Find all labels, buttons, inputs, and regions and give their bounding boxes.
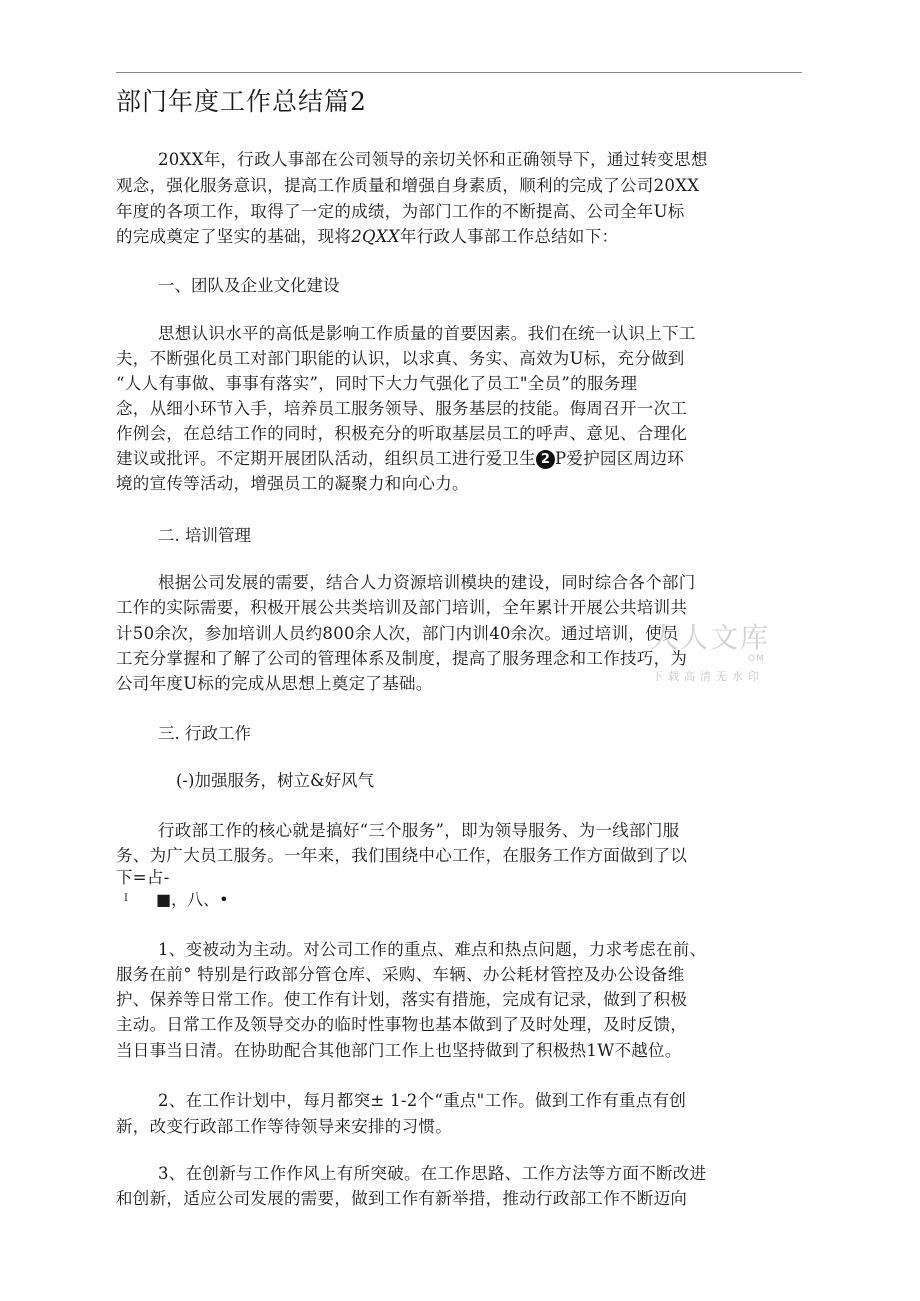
paragraph-line: 工作的实际需要，积极开展公共类培训及部门培训，全年累计开展公共培训共 xyxy=(116,598,688,617)
paragraph-line: 念，从细小环节入手，培养员工服务领导、服务基层的技能。侮周召开一次工 xyxy=(116,399,688,418)
paragraph-line: 服务在前° 特别是行政部分管仓库、采购、车辆、办公耗材管控及办公设备维 xyxy=(116,965,685,984)
paragraph-line: 作例会，在总结工作的同时，积极充分的听取基层员工的呼声、意见、合理化 xyxy=(116,424,688,443)
paragraph-line: 年度的各项工作，取得了一定的成绩，为部门工作的不断提高、公司全年U标 xyxy=(116,202,685,221)
paragraph-line: 1、变被动为主动。对公司工作的重点、难点和热点问题，力求考虑在前、 xyxy=(158,940,707,959)
paragraph-line: 根据公司发展的需要，结合人力资源培训模块的建设，同时综合各个部门 xyxy=(158,573,696,592)
italic-year: 2QXX xyxy=(351,227,400,246)
paragraph-line: 夫，不断强化员工对部门职能的认识，以求真、务实、高效为U标，充分做到 xyxy=(116,349,685,368)
watermark-domain: OM xyxy=(748,654,765,664)
paragraph-line: 2、在工作计划中，每月都突± 1-2个“重点"工作。做到工作有重点有创 xyxy=(158,1091,687,1110)
ocr-fragment: ■，八、• xyxy=(156,890,229,909)
watermark-slogan: 下载高清无水印 xyxy=(652,670,764,683)
section-heading-2: 二. 培训管理 xyxy=(158,526,251,545)
subsection-heading: (-)加强服务，树立&好风气 xyxy=(176,771,375,790)
circled-number: 2 xyxy=(536,450,555,469)
paragraph-line: 20XX年，行政人事部在公司领导的亲切关怀和正确领导下，通过转变思想 xyxy=(158,150,708,169)
paragraph-line: 主动。日常工作及领导交办的临时性事物也基本做到了及时处理，及时反馈， xyxy=(116,1015,688,1034)
paragraph-line: 务、为广大员工服务。一年来，我们围绕中心工作，在服务工作方面做到了以 xyxy=(116,846,688,865)
paragraph-line: 公司年度U标的完成从思想上奠定了基础。 xyxy=(116,674,433,693)
paragraph-line: 思想认识水平的高低是影响工作质量的首要因素。我们在统一认识上下工 xyxy=(158,324,696,343)
paragraph-line: 下=占- xyxy=(116,868,170,887)
paragraph-line: 观念，强化服务意识，提高工作质量和增强自身素质，顺利的完成了公司20XX xyxy=(116,176,700,195)
paragraph-line: 3、在创新与工作作风上有所突破。在工作思路、工作方法等方面不断改进 xyxy=(158,1164,707,1183)
paragraph-line: 工充分掌握和了解了公司的管理体系及制度，提高了服务理念和工作技巧，为 xyxy=(116,649,688,668)
paragraph-line: 和创新，适应公司发展的需要，做到工作有新举措，推动行政部工作不断迈向 xyxy=(116,1189,688,1208)
paragraph-line: 护、保养等日常工作。使工作有计划，落实有措施，完成有记录，做到了积极 xyxy=(116,990,688,1009)
section-heading-1: 一、团队及企业文化建设 xyxy=(158,276,340,295)
paragraph-line: 的完成奠定了坚实的基础，现将2QXX年行政人事部工作总结如下： xyxy=(116,227,619,246)
top-rule xyxy=(116,72,802,73)
paragraph-line: 计50余次，参加培训人员约800余人次，部门内训40余次。通过培训，使员 xyxy=(116,624,679,643)
paragraph-line: 行政部工作的核心就是搞好“三个服务”，即为领导服务、为一线部门服 xyxy=(158,821,680,840)
paragraph-line: “人人有事做、事事有落实”，同时下大力气强化了员工"全员”的服务理 xyxy=(116,374,638,393)
paragraph-line: 新，改变行政部工作等待领导来安排的习惯。 xyxy=(116,1117,452,1136)
watermark-logo: 人人文库 xyxy=(650,621,771,654)
paragraph-line: 当日事当日清。在协助配合其他部门工作上也坚持做到了积极热1W不越位。 xyxy=(116,1041,682,1060)
section-heading-3: 三. 行政工作 xyxy=(158,724,251,743)
paragraph-line: 建议或批评。不定期开展团队活动，组织员工进行爱卫生 2 P爱护园区周边环 xyxy=(116,449,685,468)
page-title: 部门年度工作总结篇2 xyxy=(116,87,367,116)
paragraph-line: 境的宣传等活动，增强员工的凝聚力和向心力。 xyxy=(116,474,469,493)
stray-mark: I xyxy=(124,893,128,904)
